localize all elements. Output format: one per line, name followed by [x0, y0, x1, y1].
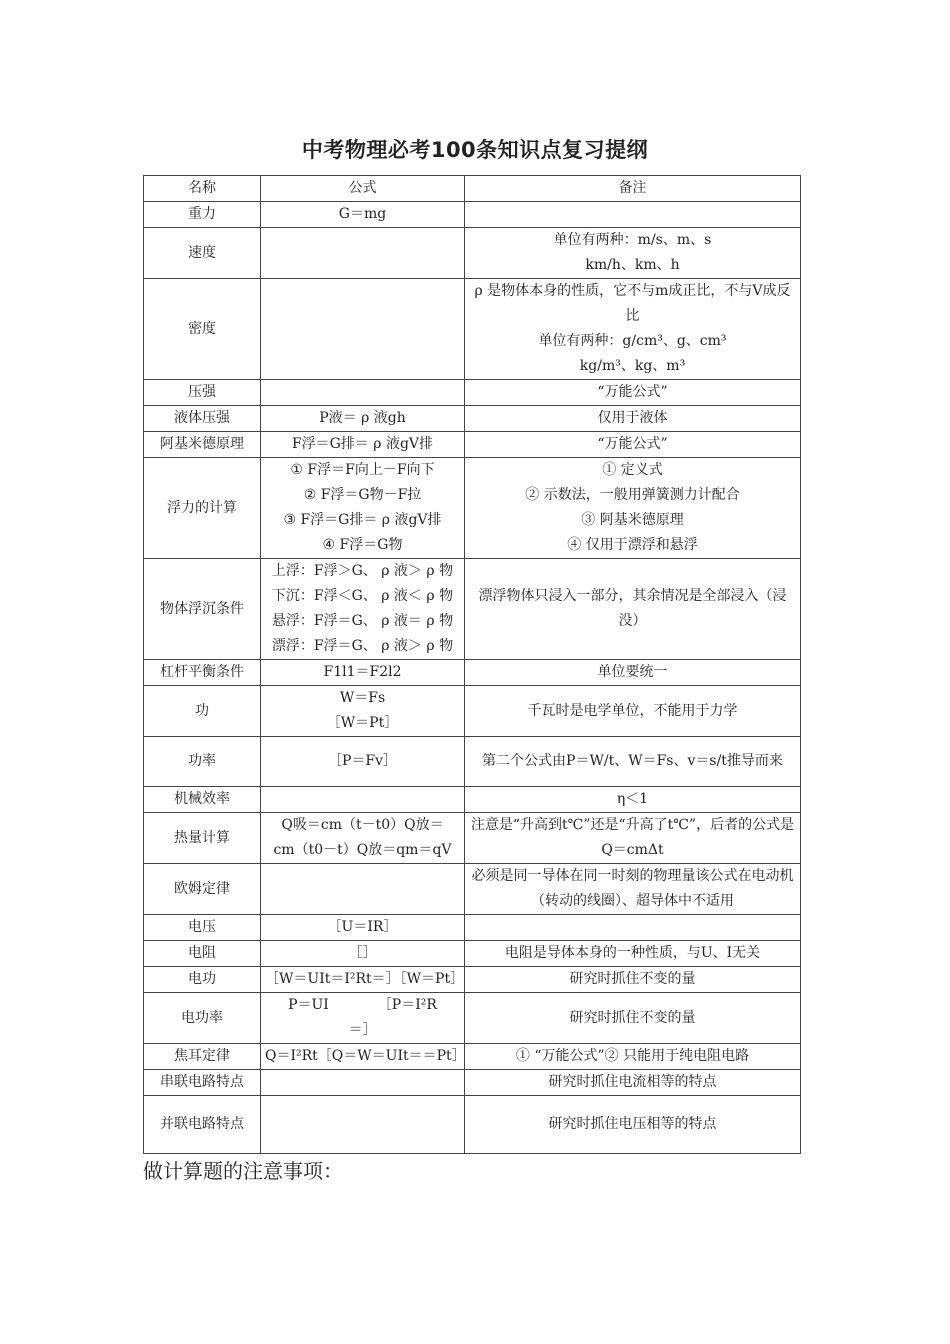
row-note-line: 第二个公式由P＝W/t、W＝Fs、v＝s/t推导而来 — [482, 753, 783, 769]
row-formula — [261, 432, 465, 458]
row-note-line: 研究时抓住不变的量 — [569, 971, 696, 987]
row-note-line: ② 示数法，一般用弹簧测力计配合 — [525, 487, 740, 503]
row-formula-line: Q吸＝cm（t－t0）Q放＝ — [281, 817, 444, 833]
row-formula — [261, 915, 465, 941]
row-note-line: 千瓦时是电学单位，不能用于力学 — [527, 702, 738, 719]
row-formula-line: ［W＝Pt］ — [326, 715, 399, 731]
row-name: 速度 — [144, 228, 261, 279]
row-name: 功率 — [144, 737, 261, 787]
row-name: 液体压强 — [144, 406, 261, 432]
row-name: 重力 — [144, 202, 261, 228]
row-note — [465, 406, 801, 432]
row-note-line: “万能公式” — [597, 384, 668, 400]
row-name: 电阻 — [144, 941, 261, 967]
row-formula — [261, 380, 465, 406]
row-name: 密度 — [144, 279, 261, 380]
row-note-line: 仅用于液体 — [597, 410, 668, 426]
row-formula-line: 上浮：F浮＞G、 ρ 液＞ ρ 物 — [271, 563, 454, 579]
table-row — [144, 813, 801, 864]
calc-notes-heading: 做计算题的注意事项： — [143, 1159, 343, 1183]
row-note-line: 研究时抓住电流相等的特点 — [548, 1074, 717, 1090]
row-note — [465, 202, 801, 228]
row-note-line: 单位要统一 — [597, 664, 668, 680]
row-name: 串联电路特点 — [144, 1070, 261, 1096]
row-note — [465, 941, 801, 967]
row-formula — [261, 559, 465, 660]
page-title: 中考物理必考100条知识点复习提纲 — [301, 138, 649, 162]
row-formula-line: cm（t0－t）Q放＝qm＝qV — [273, 842, 452, 858]
row-formula-line: ② F浮＝G物－F拉 — [303, 487, 422, 503]
row-note-line: kg/m³、kg、m³ — [579, 358, 686, 374]
table-row — [144, 1070, 801, 1096]
row-name: 压强 — [144, 380, 261, 406]
row-formula-line: ③ F浮＝G排＝ ρ 液gV排 — [283, 512, 442, 528]
row-name: 电压 — [144, 915, 261, 941]
row-formula — [261, 737, 465, 787]
table-row — [144, 1044, 801, 1070]
row-formula-line: F浮＝G排＝ ρ 液gV排 — [291, 436, 434, 452]
row-name: 阿基米德原理 — [144, 432, 261, 458]
table-row — [144, 864, 801, 915]
row-note-line: 研究时抓住电压相等的特点 — [548, 1116, 717, 1132]
header-name: 名称 — [144, 176, 261, 202]
row-formula-line: ［W＝UIt＝I²Rt＝］［W＝Pt］ — [265, 971, 465, 987]
row-formula-line: ＝］ — [348, 1022, 377, 1038]
table-row — [144, 228, 801, 279]
row-formula-line: G＝mg — [338, 206, 387, 222]
table-row — [144, 686, 801, 737]
row-formula-line: ［U＝IR］ — [327, 919, 398, 935]
row-note — [465, 915, 801, 941]
row-formula — [261, 967, 465, 993]
row-formula-line: ① F浮＝F向上－F向下 — [290, 462, 435, 478]
row-note — [465, 1044, 801, 1070]
row-formula-line: ［P＝Fv］ — [327, 753, 398, 769]
table-row — [144, 406, 801, 432]
table-row — [144, 941, 801, 967]
row-note-line: 单位有两种：g/cm³、g、cm³ — [538, 333, 727, 349]
row-note-line: 电阻是导体本身的一种性质，与U、I无关 — [504, 945, 761, 961]
row-name: 热量计算 — [144, 813, 261, 864]
row-note — [465, 864, 801, 915]
row-note — [465, 1096, 801, 1154]
row-note — [465, 686, 801, 737]
row-note — [465, 967, 801, 993]
row-note-line: “万能公式” — [597, 436, 668, 452]
row-formula — [261, 1070, 465, 1096]
header-note: 备注 — [465, 176, 801, 202]
row-note-line: ρ 是物体本身的性质，它不与m成正比，不与V成反比 — [474, 283, 791, 324]
row-name: 并联电路特点 — [144, 1096, 261, 1154]
row-name: 焦耳定律 — [144, 1044, 261, 1070]
row-formula-line: W＝Fs — [339, 690, 386, 706]
row-note-line: 研究时抓住不变的量 — [569, 1009, 696, 1026]
row-formula — [261, 941, 465, 967]
row-formula — [261, 228, 465, 279]
row-note-line: η＜1 — [616, 791, 649, 807]
row-formula-line: ［］ — [348, 945, 377, 961]
row-note — [465, 787, 801, 813]
row-name: 电功率 — [144, 993, 261, 1044]
row-name: 功 — [144, 686, 261, 737]
row-formula-line: P液＝ ρ 液gh — [319, 410, 406, 426]
row-formula-line: ④ F浮＝G物 — [322, 537, 403, 553]
row-note — [465, 813, 801, 864]
row-formula-line: Q＝I²Rt［Q＝W＝UIt＝＝Pt］ — [265, 1048, 466, 1064]
table-row — [144, 967, 801, 993]
row-formula — [261, 1044, 465, 1070]
row-name: 浮力的计算 — [144, 458, 261, 559]
row-note-line: 注意是“升高到t℃”还是“升高了t℃”，后者的公式是Q＝cmΔt — [470, 817, 795, 858]
row-formula — [261, 202, 465, 228]
row-note-line: ④ 仅用于漂浮和悬浮 — [567, 537, 698, 553]
row-note — [465, 1070, 801, 1096]
row-note — [465, 660, 801, 686]
header-formula: 公式 — [261, 176, 465, 202]
row-note — [465, 559, 801, 660]
table-row — [144, 993, 801, 1044]
row-formula — [261, 813, 465, 864]
row-formula — [261, 993, 465, 1044]
row-name: 物体浮沉条件 — [144, 559, 261, 660]
row-formula — [261, 279, 465, 380]
row-formula-line: 悬浮：F浮＝G、 ρ 液＝ ρ 物 — [271, 613, 454, 629]
row-formula-line: P＝UI ［P＝I²R — [288, 997, 437, 1013]
row-name: 电功 — [144, 967, 261, 993]
table-row — [144, 432, 801, 458]
row-formula-line: 漂浮：F浮＝G、 ρ 液＞ ρ 物 — [271, 638, 454, 654]
row-formula — [261, 660, 465, 686]
row-note — [465, 380, 801, 406]
row-note — [465, 228, 801, 279]
table-row — [144, 915, 801, 941]
table-row — [144, 380, 801, 406]
table-row — [144, 1096, 801, 1154]
row-formula — [261, 458, 465, 559]
row-note-line: km/h、km、h — [585, 257, 680, 273]
table-row — [144, 559, 801, 660]
row-name: 杠杆平衡条件 — [144, 660, 261, 686]
table-row — [144, 737, 801, 787]
row-note-line: 必须是同一导体在同一时刻的物理量该公式在电动机（转动的线圈）、超导体中不适用 — [471, 868, 794, 909]
row-note-line: 单位有两种：m/s、m、s — [553, 232, 712, 248]
row-name: 机械效率 — [144, 787, 261, 813]
row-note-line: ① 定义式 — [602, 462, 663, 478]
row-formula — [261, 787, 465, 813]
knowledge-table — [143, 175, 801, 1154]
row-formula — [261, 1096, 465, 1154]
table-row — [144, 660, 801, 686]
table-row — [144, 458, 801, 559]
row-note-line: ① “万能公式”② 只能用于纯电阻电路 — [515, 1048, 750, 1064]
row-note-line: 漂浮物体只浸入一部分，其余情况是全部浸入（浸没） — [478, 588, 787, 629]
row-note — [465, 737, 801, 787]
row-formula-line: F1l1＝F2l2 — [323, 664, 402, 680]
row-note — [465, 432, 801, 458]
table-row — [144, 279, 801, 380]
row-formula — [261, 864, 465, 915]
row-name: 欧姆定律 — [144, 864, 261, 915]
table-header-row — [144, 176, 801, 202]
table-row — [144, 787, 801, 813]
row-formula — [261, 686, 465, 737]
row-note — [465, 458, 801, 559]
row-note — [465, 993, 801, 1044]
row-note-line: ③ 阿基米德原理 — [581, 512, 684, 528]
row-formula-line: 下沉：F浮＜G、 ρ 液＜ ρ 物 — [271, 588, 454, 604]
row-formula — [261, 406, 465, 432]
table-row — [144, 202, 801, 228]
row-note — [465, 279, 801, 380]
